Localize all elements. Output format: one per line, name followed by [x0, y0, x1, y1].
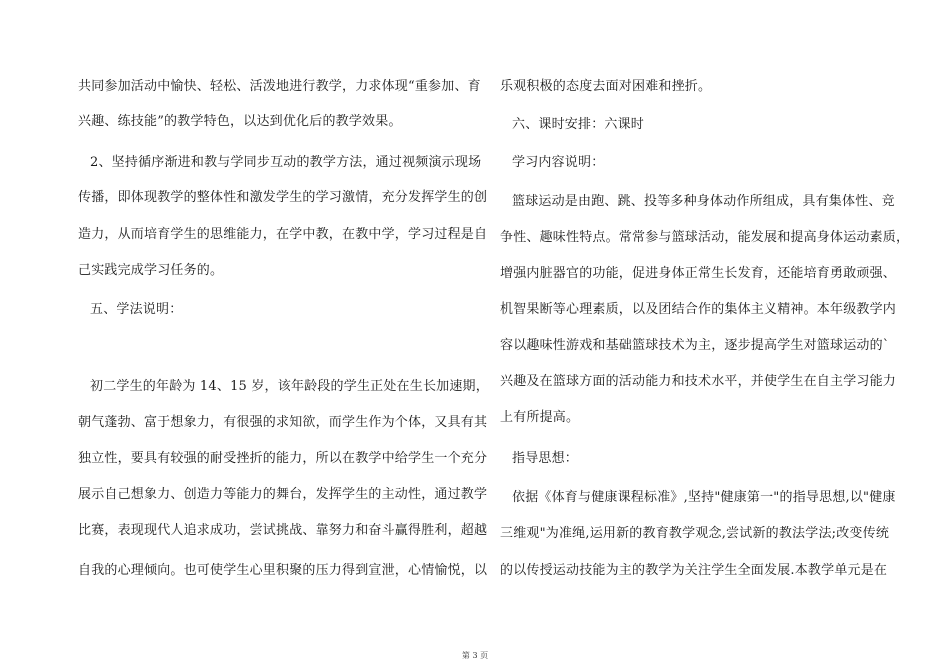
paragraph-line: 初二学生的年龄为 14、15 岁，该年龄段的学生正处在生长加速期， [90, 379, 489, 394]
paragraph-line: 争性、趣味性特点。常常参与篮球活动，能发展和提高身体运动素质， [500, 230, 910, 245]
paragraph-line: 三维观"为准绳,运用新的教育教学观念,尝试新的教法学法;改变传统 [500, 526, 890, 541]
paragraph-line: 的以传授运动技能为主的教学为关注学生全面发展.本教学单元是在 [500, 563, 888, 578]
paragraph-line: 增强内脏器官的功能，促进身体正常生长发育，还能培育勇敢顽强、 [500, 266, 897, 281]
paragraph-line: 己实践完成学习任务的。 [78, 263, 224, 278]
paragraph-line: 兴趣及在篮球方面的活动能力和技术水平，并使学生在自主学习能力 [500, 374, 897, 389]
paragraph-line: 兴趣、练技能”的教学特色，以达到优化后的教学效果。 [78, 114, 402, 129]
section-heading: 五、学法说明： [90, 302, 183, 317]
paragraph-line: 依据《体育与健康课程标准》,坚持"健康第一"的指导思想,以"健康 [512, 490, 896, 505]
paragraph-line: 篮球运动是由跑、跳、投等多种身体动作所组成，具有集体性、竞 [512, 194, 895, 209]
paragraph-line: 共同参加活动中愉快、轻松、活泼地进行教学，力求体现“重参加、育 [78, 79, 481, 94]
paragraph-line: 上有所提高。 [500, 410, 580, 425]
paragraph-line: 2、坚持循序渐进和教与学同步互动的教学方法，通过视频演示现场 [90, 155, 482, 170]
section-heading: 六、课时安排：六课时 [512, 117, 645, 132]
paragraph-line: 比赛，表现现代人追求成功，尝试挑战、靠努力和奋斗赢得胜利，超越 [78, 523, 488, 538]
paragraph-line: 容以趣味性游戏和基础篮球技术为主，逐步提高学生对篮球运动的` [500, 338, 890, 353]
paragraph-line: 展示自己想象力、创造力等能力的舞台，发挥学生的主动性，通过教学 [78, 487, 488, 502]
paragraph-line: 朝气蓬勃、富于想象力，有很强的求知欲，而学生作为个体，又具有其 [78, 415, 488, 430]
paragraph-line: 造力，从而培育学生的思维能力，在学中教，在教中学，学习过程是自 [78, 227, 488, 242]
section-heading: 指导思想： [512, 451, 579, 466]
section-heading: 学习内容说明： [512, 155, 605, 170]
paragraph-line: 独立性，要具有较强的耐受挫折的能力，所以在教学中给学生一个充分 [78, 451, 488, 466]
paragraph-line: 机智果断等心理素质，以及团结合作的集体主义精神。本年级教学内 [500, 302, 897, 317]
paragraph-line: 传播，即体现教学的整体性和激发学生的学习激情，充分发挥学生的创 [78, 190, 488, 205]
page-number: 第 3 页 [461, 651, 489, 660]
paragraph-line: 乐观积极的态度去面对困难和挫折。 [500, 79, 712, 94]
paragraph-line: 自我的心理倾向。也可使学生心里积聚的压力得到宣泄，心情愉悦，以 [78, 563, 488, 578]
